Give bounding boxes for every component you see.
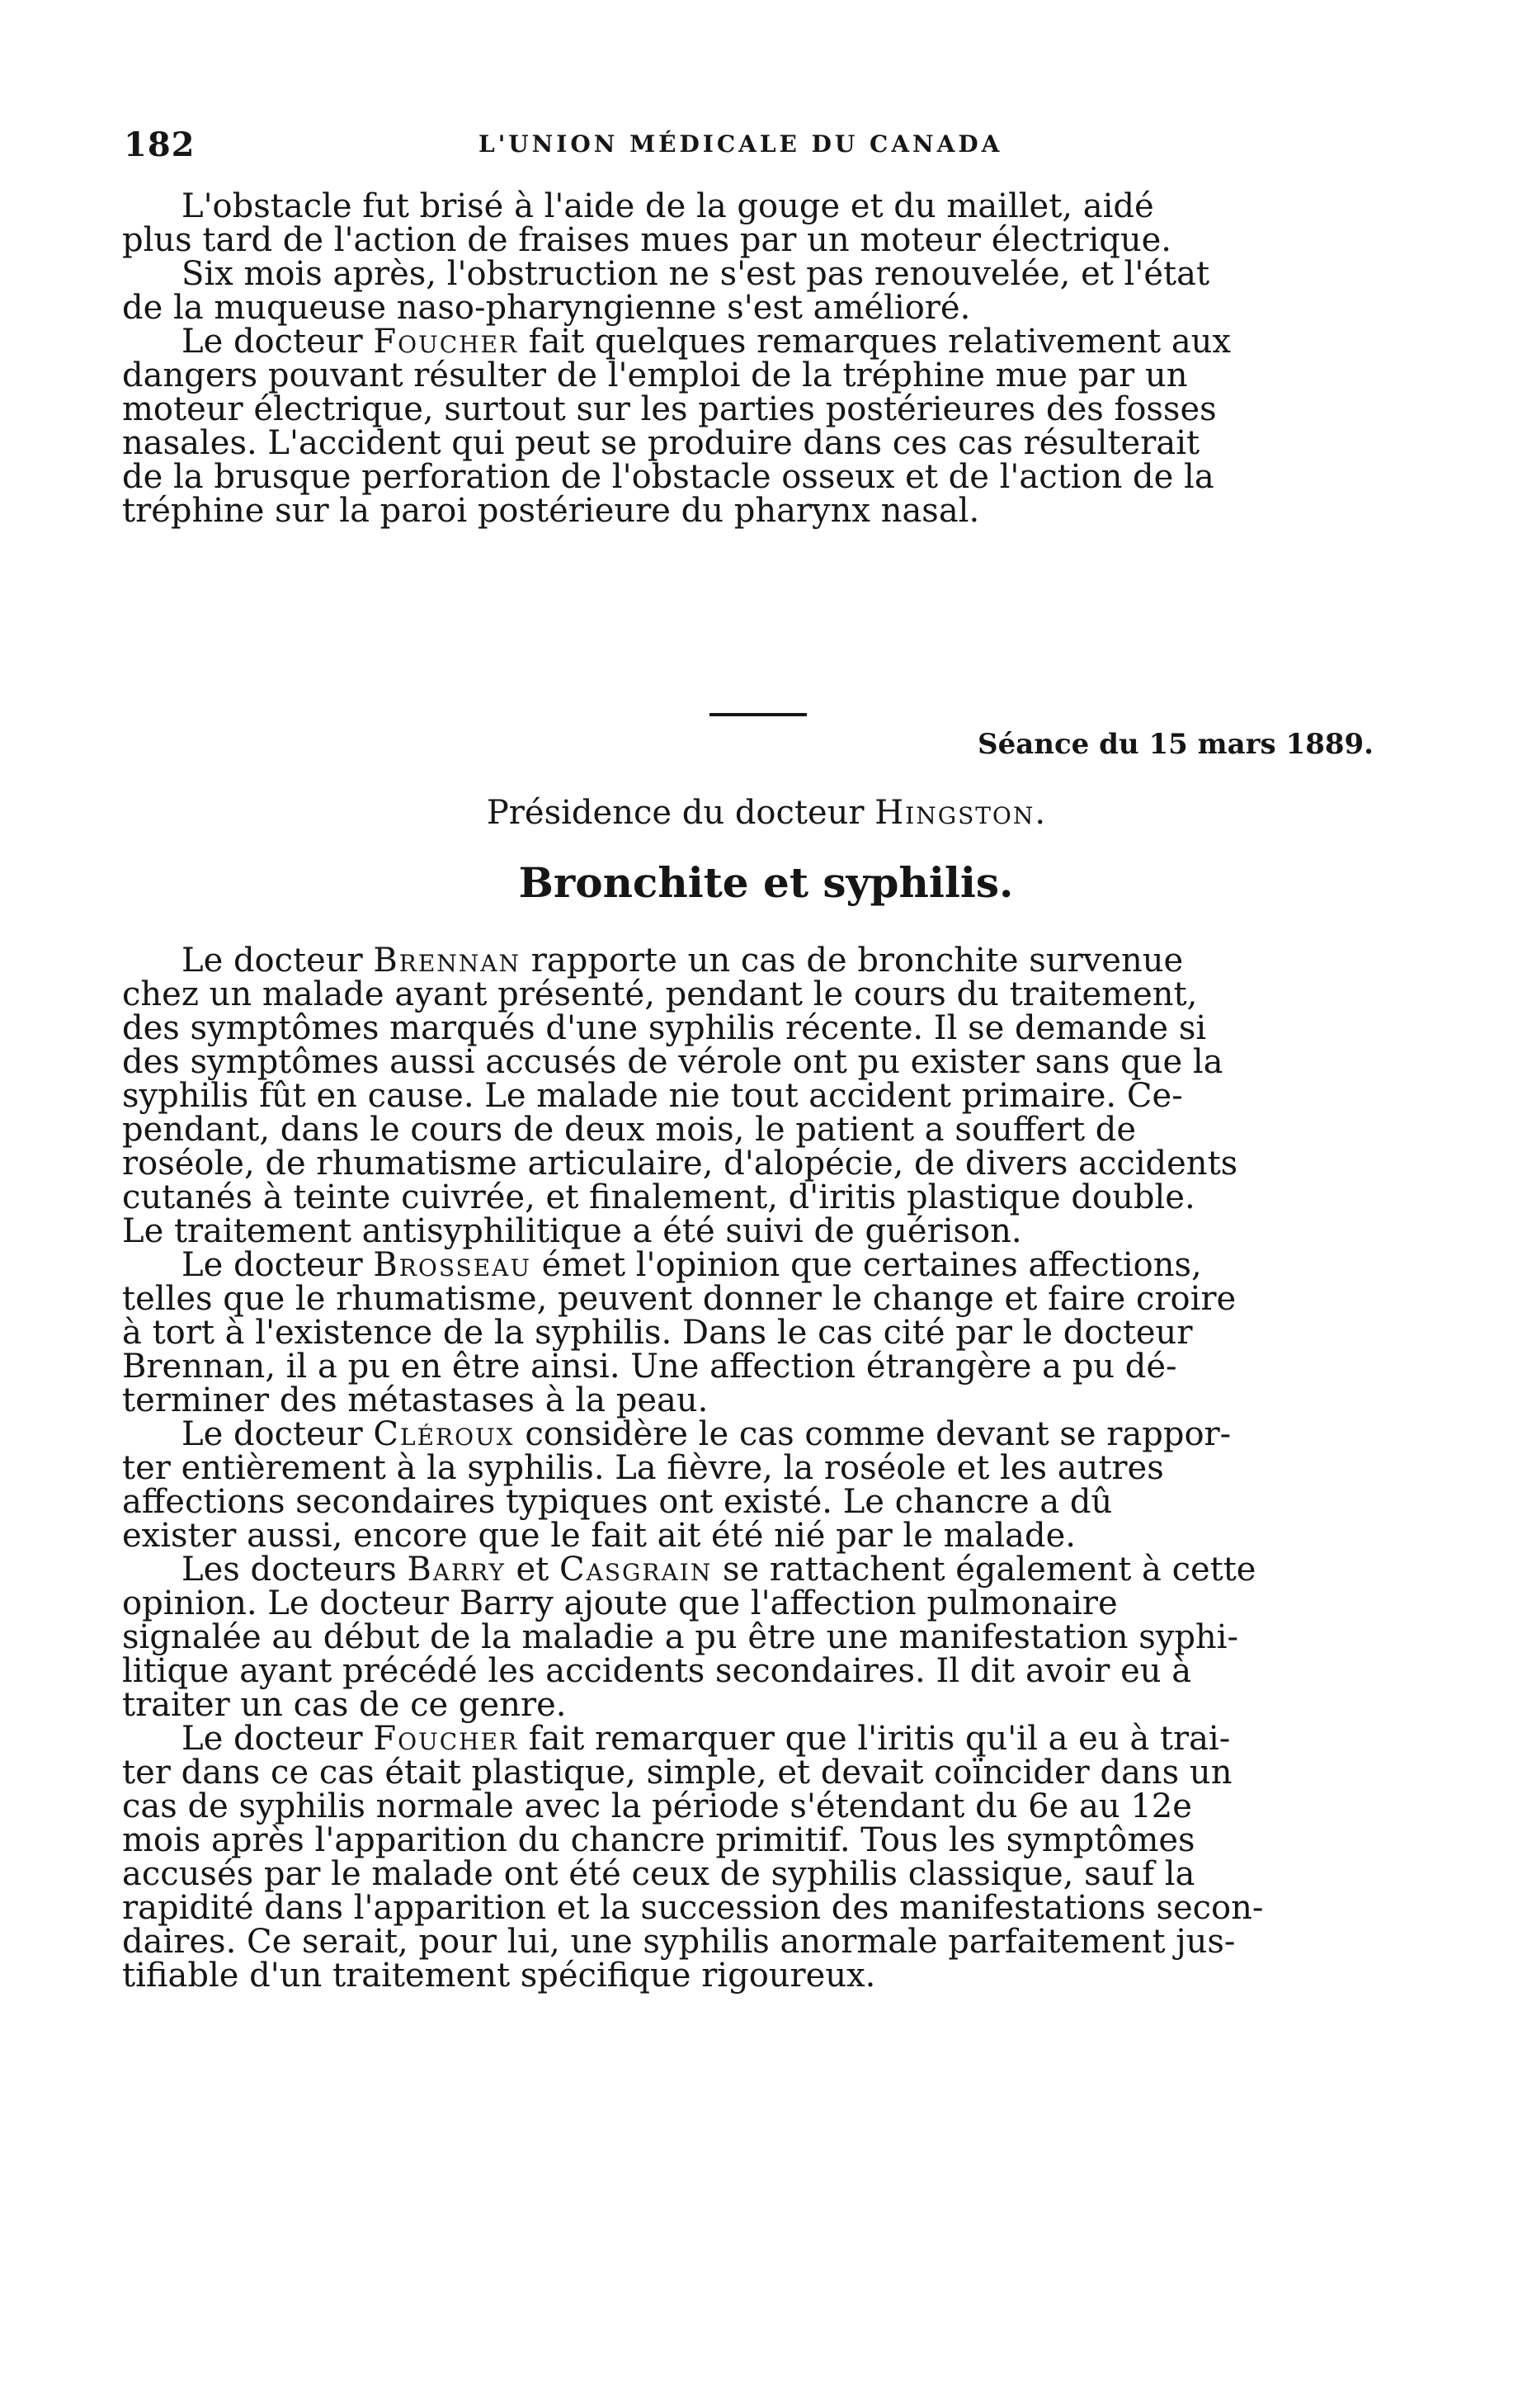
text-fragment: rapporte un cas de bronchite survenue (521, 942, 1184, 980)
doctor-name: Hingston (874, 794, 1035, 832)
part1-paragraphs (122, 187, 1383, 530)
section-divider (709, 713, 807, 716)
text-line: syphilis fût en cause. Le malade nie tout accident primaire. Ce- (122, 1077, 1183, 1115)
text-line: cas de syphilis normale avec la période s'étendant du 6e au 12e (122, 1787, 1192, 1825)
section-title: Bronchite et syphilis. (518, 858, 1014, 907)
text-line: opinion. Le docteur Barry ajoute que l'affection pulmonaire (122, 1584, 1118, 1622)
text-fragment: émet l'opinion que certaines affections, (530, 1246, 1202, 1284)
doctor-name: Casgrain (559, 1551, 713, 1589)
text-fragment: Le docteur (181, 1720, 374, 1758)
text-line: des symptômes aussi accusés de vérole ont pu exister sans que la (122, 1043, 1223, 1081)
part2-paragraphs (122, 944, 1383, 1993)
doctor-name: Foucher (373, 1720, 519, 1758)
text-line: nasales. L'accident qui peut se produire dans ces cas résulterait (122, 424, 1200, 462)
text-fragment: Le docteur (181, 942, 374, 980)
text-fragment: fait remarquer que l'iritis qu'il a eu à trai- (518, 1720, 1231, 1758)
text-line: Le traitement antisyphilitique a été suivi de guérison. (122, 1212, 1022, 1250)
text-fragment: se rattachent également à cette (712, 1551, 1256, 1589)
text-line (122, 325, 1383, 359)
text-line: tifiable d'un traitement spécifique rigoureux. (122, 1957, 876, 1995)
text-line: pendant, dans le cours de deux mois, le patient a souffert de (122, 1111, 1137, 1149)
text-line: exister aussi, encore que le fait ait été nié par le malade. (122, 1517, 1076, 1555)
text-line: telles que le rhumatisme, peuvent donner le change et faire croire (122, 1280, 1237, 1318)
text-line: de la brusque perforation de l'obstacle osseux et de l'action de la (122, 458, 1214, 496)
running-head: L'UNION MÉDICALE DU CANADA (478, 130, 1003, 158)
text-line (122, 1415, 1383, 1453)
text-line: cutanés à teinte cuivrée, et finalement, d'iritis plastique double. (122, 1178, 1195, 1216)
doctor-name: Cléroux (373, 1415, 515, 1453)
page-number: 182 (124, 125, 196, 164)
text-line (122, 944, 1383, 978)
text-line: signalée au début de la maladie a pu être une manifestation syphi- (122, 1618, 1238, 1656)
paragraph (122, 944, 1383, 1249)
page-header (124, 125, 1394, 175)
text-line: traiter un cas de ce genre. (122, 1686, 567, 1724)
paragraph (122, 1553, 1383, 1722)
text-line: daires. Ce serait, pour lui, une syphilis anormale parfaitement jus- (122, 1923, 1236, 1961)
text-line: affections secondaires typiques ont existé. Le chancre a dû (122, 1483, 1113, 1521)
text-line: Brennan, il a pu en être ainsi. Une affection étrangère a pu dé- (122, 1348, 1177, 1386)
text-line (122, 1553, 1383, 1587)
text-line: accusés par le malade ont été ceux de syphilis classique, sauf la (122, 1855, 1195, 1893)
text-fragment: . (1035, 794, 1046, 832)
text-line: chez un malade ayant présenté, pendant le cours du traitement, (122, 975, 1198, 1013)
doctor-name: Foucher (373, 323, 519, 361)
text-fragment: et (505, 1551, 560, 1589)
paragraph (122, 1246, 1383, 1419)
text-line: ter dans ce cas était plastique, simple, et devait coïncider dans un (122, 1754, 1233, 1792)
text-line: roséole, de rhumatisme articulaire, d'alopécie, de divers accidents (122, 1145, 1238, 1183)
text-line: plus tard de l'action de fraises mues par un moteur électrique. (122, 221, 1171, 259)
text-line: ter entièrement à la syphilis. La fièvre, la roséole et les autres (122, 1449, 1164, 1487)
text-line: litique ayant précédé les accidents secondaires. Il dit avoir eu à (122, 1652, 1192, 1690)
text-line: de la muqueuse naso-pharyngienne s'est amélioré. (122, 289, 971, 327)
presidence-line (0, 794, 1532, 832)
text-line: Six mois après, l'obstruction ne s'est pas renouvelée, et l'état (181, 255, 1210, 293)
text-fragment: Les docteurs (181, 1551, 408, 1589)
seance-date: Séance du 15 mars 1889. (978, 728, 1374, 761)
text-fragment: Le docteur (181, 1415, 374, 1453)
doctor-name: Brennan (373, 942, 521, 980)
text-fragment: Le docteur (181, 323, 374, 361)
paragraph (122, 257, 1383, 325)
doctor-name: Barry (407, 1551, 506, 1589)
text-line (122, 1246, 1383, 1284)
text-fragment: fait quelques remarques relativement aux (518, 323, 1231, 361)
paragraph (122, 1722, 1383, 1993)
text-line: L'obstacle fut brisé à l'aide de la gouge et du maillet, aidé (181, 187, 1154, 225)
text-line: moteur électrique, surtout sur les parties postérieures des fosses (122, 390, 1217, 428)
text-line: rapidité dans l'apparition et la succession des manifestations secon- (122, 1889, 1264, 1927)
text-line: à tort à l'existence de la syphilis. Dans le cas cité par le docteur (122, 1314, 1193, 1352)
paragraph (122, 187, 1383, 259)
paragraph (122, 1415, 1383, 1555)
text-line: tréphine sur la paroi postérieure du pharynx nasal. (122, 492, 980, 530)
text-line: mois après l'apparition du chancre primitif. Tous les symptômes (122, 1821, 1195, 1859)
text-line: dangers pouvant résulter de l'emploi de la tréphine mue par un (122, 356, 1188, 394)
paragraph (122, 325, 1383, 528)
text-line: des symptômes marqués d'une syphilis récente. Il se demande si (122, 1009, 1207, 1047)
text-line: terminer des métastases à la peau. (122, 1381, 709, 1419)
text-fragment: considère le cas comme devant se rappor- (514, 1415, 1232, 1453)
text-line (122, 1722, 1383, 1756)
text-fragment: Présidence du docteur (486, 794, 875, 832)
text-fragment: Le docteur (181, 1246, 374, 1284)
doctor-name: Brosseau (373, 1246, 531, 1284)
